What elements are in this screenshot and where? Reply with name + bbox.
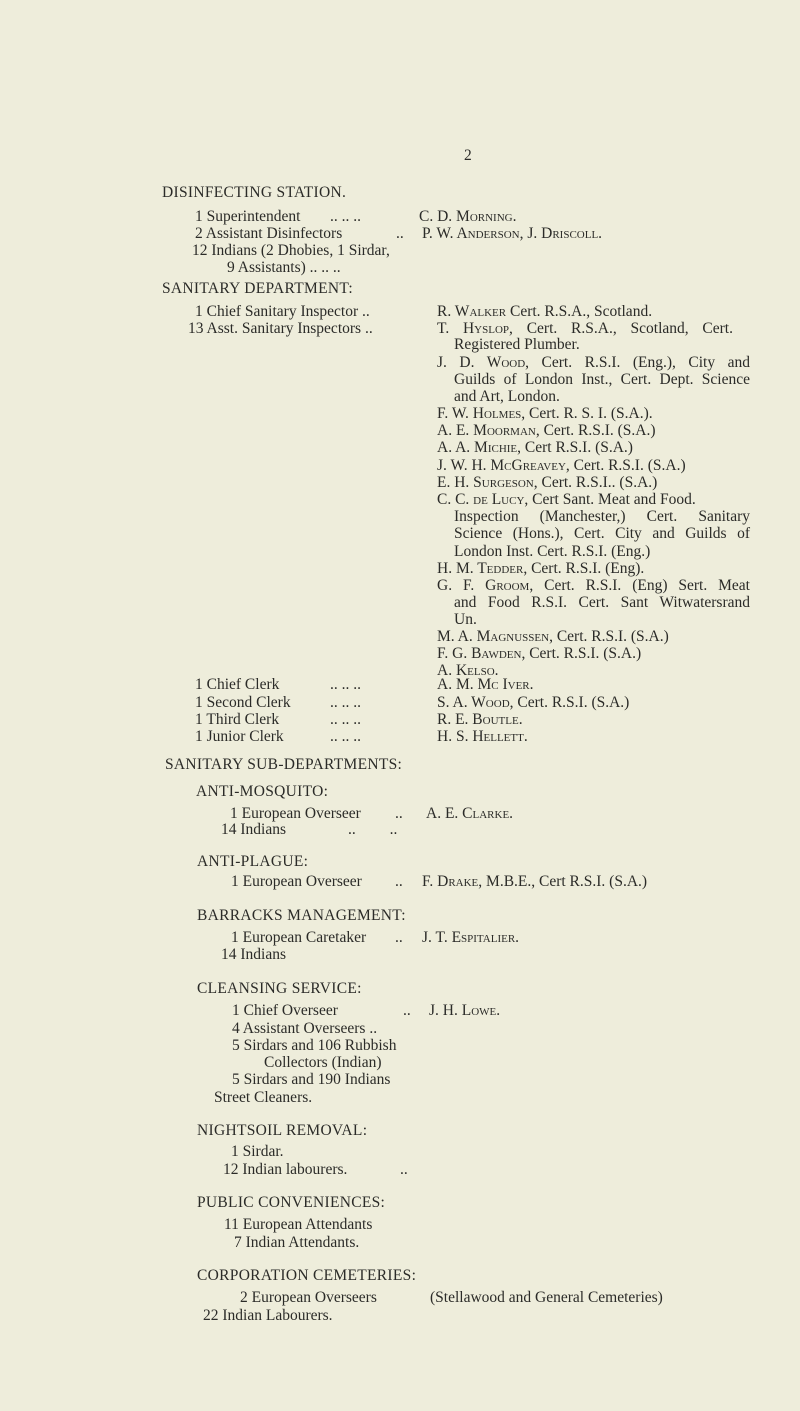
staff-line: 1 European Overseer — [231, 873, 362, 890]
indians-line: 12 Indians (2 Dhobies, 1 Sirdar, — [192, 242, 390, 259]
staff-line: 4 Assistant Overseers .. — [232, 1020, 378, 1037]
inspector-qualifications: Cert. R.S.I. (S.A.) — [569, 457, 686, 474]
subheading-barracks: BARRACKS MANAGEMENT: — [197, 907, 406, 924]
inspector-entry-cont: Registered Plumber. — [454, 336, 580, 353]
inspector-entry — [437, 422, 656, 439]
clerk-entry — [437, 694, 629, 711]
staff-name: A. E. Clarke. — [426, 805, 514, 822]
inspector-qualifications: Cert. R. S. I. (S.A.). — [525, 405, 653, 422]
clerk-label: 1 Second Clerk — [195, 694, 291, 711]
inspector-entry — [437, 577, 750, 594]
leader-dots: .. .. .. — [330, 728, 361, 745]
inspector-name: C. C. de Lucy, — [437, 491, 529, 508]
section-heading-sub-departments: SANITARY SUB-DEPARTMENTS: — [165, 756, 403, 773]
assistant-disinfectors-label: 2 Assistant Disinfectors — [195, 225, 343, 242]
staff-line: Street Cleaners. — [214, 1089, 313, 1106]
inspector-name: T. Hyslop, — [437, 320, 513, 337]
staff-line: 11 European Attendants — [224, 1216, 373, 1233]
clerk-qualifications: Cert. R.S.I. (S.A.) — [513, 694, 630, 711]
inspector-entry — [437, 457, 686, 474]
inspector-qualifications: Cert R.S.I. (S.A.) — [521, 439, 633, 456]
inspector-name: J. W. H. McGreavey, — [437, 457, 570, 474]
superintendent-label: 1 Superintendent — [195, 208, 301, 225]
inspector-name: F. W. Holmes, — [437, 405, 526, 422]
staff-line: 5 Sirdars and 106 Rubbish — [232, 1037, 397, 1054]
inspector-entry — [437, 354, 750, 371]
inspector-name: M. A. Magnussen, — [437, 628, 553, 645]
staff-line: 22 Indian Labourers. — [203, 1307, 333, 1324]
staff-name: F. Drake, — [422, 873, 483, 890]
inspector-name: E. H. Surgeson, — [437, 474, 538, 491]
staff-line: 5 Sirdars and 190 Indians — [232, 1071, 391, 1088]
inspector-qualifications: Cert. R.S.A., Scotland, Cert. — [512, 320, 733, 337]
staff-name: J. T. Espitalier. — [422, 929, 520, 946]
leader-dots: .. .. .. — [330, 711, 361, 728]
inspector-entry — [437, 628, 669, 645]
staff-entry — [422, 873, 647, 890]
staff-qualifications: M.B.E., Cert R.S.I. (S.A.) — [482, 873, 648, 890]
staff-name: J. H. Lowe. — [429, 1002, 501, 1019]
inspector-entry-cont: and Art, London. — [454, 388, 560, 405]
subheading-cleansing: CLEANSING SERVICE: — [197, 980, 362, 997]
cemeteries-note: (Stellawood and General Cemeteries) — [430, 1289, 663, 1306]
inspector-qualifications: Cert. R.S.I. (Eng). — [527, 560, 645, 577]
inspector-entry — [437, 303, 652, 320]
inspector-entry — [437, 405, 653, 422]
leader-dots: .. .. — [348, 821, 398, 838]
inspector-qualifications: Cert. R.S.A., Scotland. — [506, 303, 653, 320]
inspector-entry — [437, 320, 733, 337]
staff-line: 12 Indian labourers. — [223, 1161, 348, 1178]
leader-dots: .. — [396, 225, 404, 242]
clerk-name: R. E. Boutle. — [437, 711, 523, 728]
inspector-entry-cont: Inspection (Manchester,) Cert. Sanitary — [454, 508, 750, 525]
inspector-name: H. M. Tedder, — [437, 560, 528, 577]
page-number: 2 — [464, 147, 472, 164]
inspector-name: A. A. Michie, — [437, 439, 522, 456]
inspector-entry-cont: and Food R.S.I. Cert. Sant Witwatersrand — [454, 594, 750, 611]
leader-dots: .. .. .. — [330, 694, 361, 711]
assistant-disinfectors-names: P. W. Anderson, J. Driscoll. — [422, 225, 603, 242]
inspector-qualifications: Cert. R.S.I. (S.A.) — [525, 645, 642, 662]
section-heading-disinfecting: DISINFECTING STATION. — [162, 184, 347, 201]
superintendent-name: C. D. Morning. — [419, 208, 517, 225]
staff-line: 1 European Overseer — [230, 805, 361, 822]
leader-dots: .. .. .. — [330, 676, 361, 693]
inspector-qualifications: Cert. R.S.I.. (S.A.) — [537, 474, 658, 491]
leader-dots: .. — [403, 1002, 411, 1019]
clerk-name: S. A. Wood, — [437, 694, 514, 711]
inspector-entry-cont: London Inst. Cert. R.S.I. (Eng.) — [454, 543, 651, 560]
staff-line: 14 Indians — [221, 821, 287, 838]
chief-inspector-label: 1 Chief Sanitary Inspector .. — [195, 303, 370, 320]
staff-line: 1 European Caretaker — [231, 929, 367, 946]
inspector-name: F. G. Bawden, — [437, 645, 526, 662]
clerk-name: A. M. Mc Iver. — [437, 676, 534, 693]
subheading-anti-plague: ANTI-PLAGUE: — [197, 853, 309, 870]
inspector-entry-cont: Guilds of London Inst., Cert. Dept. Science — [454, 371, 750, 388]
subheading-nightsoil: NIGHTSOIL REMOVAL: — [197, 1122, 368, 1139]
staff-line: 2 European Overseers — [240, 1289, 377, 1306]
inspector-entry — [437, 474, 657, 491]
staff-line: 1 Sirdar. — [231, 1143, 284, 1160]
asst-inspectors-label: 13 Asst. Sanitary Inspectors .. — [188, 320, 373, 337]
leader-dots: .. — [395, 873, 403, 890]
leader-dots: .. — [400, 1161, 408, 1178]
inspector-name: A. Kelso. — [437, 662, 499, 679]
staff-line: 1 Chief Overseer — [232, 1002, 338, 1019]
clerk-label: 1 Chief Clerk — [195, 676, 280, 693]
section-heading-sanitary: SANITARY DEPARTMENT: — [162, 280, 353, 297]
inspector-entry-cont: Un. — [454, 611, 477, 628]
inspector-entry — [437, 645, 641, 662]
subheading-cemeteries: CORPORATION CEMETERIES: — [197, 1267, 417, 1284]
inspector-entry-cont: Science (Hons.), Cert. City and Guilds of — [454, 525, 750, 542]
subheading-anti-mosquito: ANTI-MOSQUITO: — [196, 783, 329, 800]
subheading-public-conveniences: PUBLIC CONVENIENCES: — [197, 1194, 386, 1211]
staff-line: Collectors (Indian) — [264, 1054, 382, 1071]
clerk-name: H. S. Hellett. — [437, 728, 528, 745]
clerk-label: 1 Third Clerk — [195, 711, 280, 728]
inspector-qualifications: Cert. R.S.I. (S.A.) — [552, 628, 669, 645]
inspector-entry — [437, 439, 633, 456]
staff-line: 7 Indian Attendants. — [234, 1234, 360, 1251]
inspector-qualifications: Cert. R.S.I. (Eng) Sert. Meat — [533, 577, 750, 594]
inspector-name: A. E. Moorman, — [437, 422, 540, 439]
inspector-name: R. Walker — [437, 303, 507, 320]
leader-dots: .. — [395, 805, 403, 822]
inspector-name: J. D. Wood, — [437, 354, 530, 371]
inspector-qualifications: Cert. R.S.I. (Eng.), City and — [529, 354, 750, 371]
inspector-qualifications: Cert Sant. Meat and Food. — [528, 491, 696, 508]
inspector-entry — [437, 491, 696, 508]
leader-dots: .. — [395, 929, 403, 946]
inspector-entry — [437, 560, 644, 577]
staff-line: 14 Indians — [221, 946, 287, 963]
inspector-qualifications: Cert. R.S.I. (S.A.) — [539, 422, 656, 439]
indians-line-cont: 9 Assistants) .. .. .. — [227, 259, 341, 276]
leader-dots: .. .. .. — [330, 208, 361, 225]
inspector-name: G. F. Groom, — [437, 577, 534, 594]
clerk-label: 1 Junior Clerk — [195, 728, 284, 745]
